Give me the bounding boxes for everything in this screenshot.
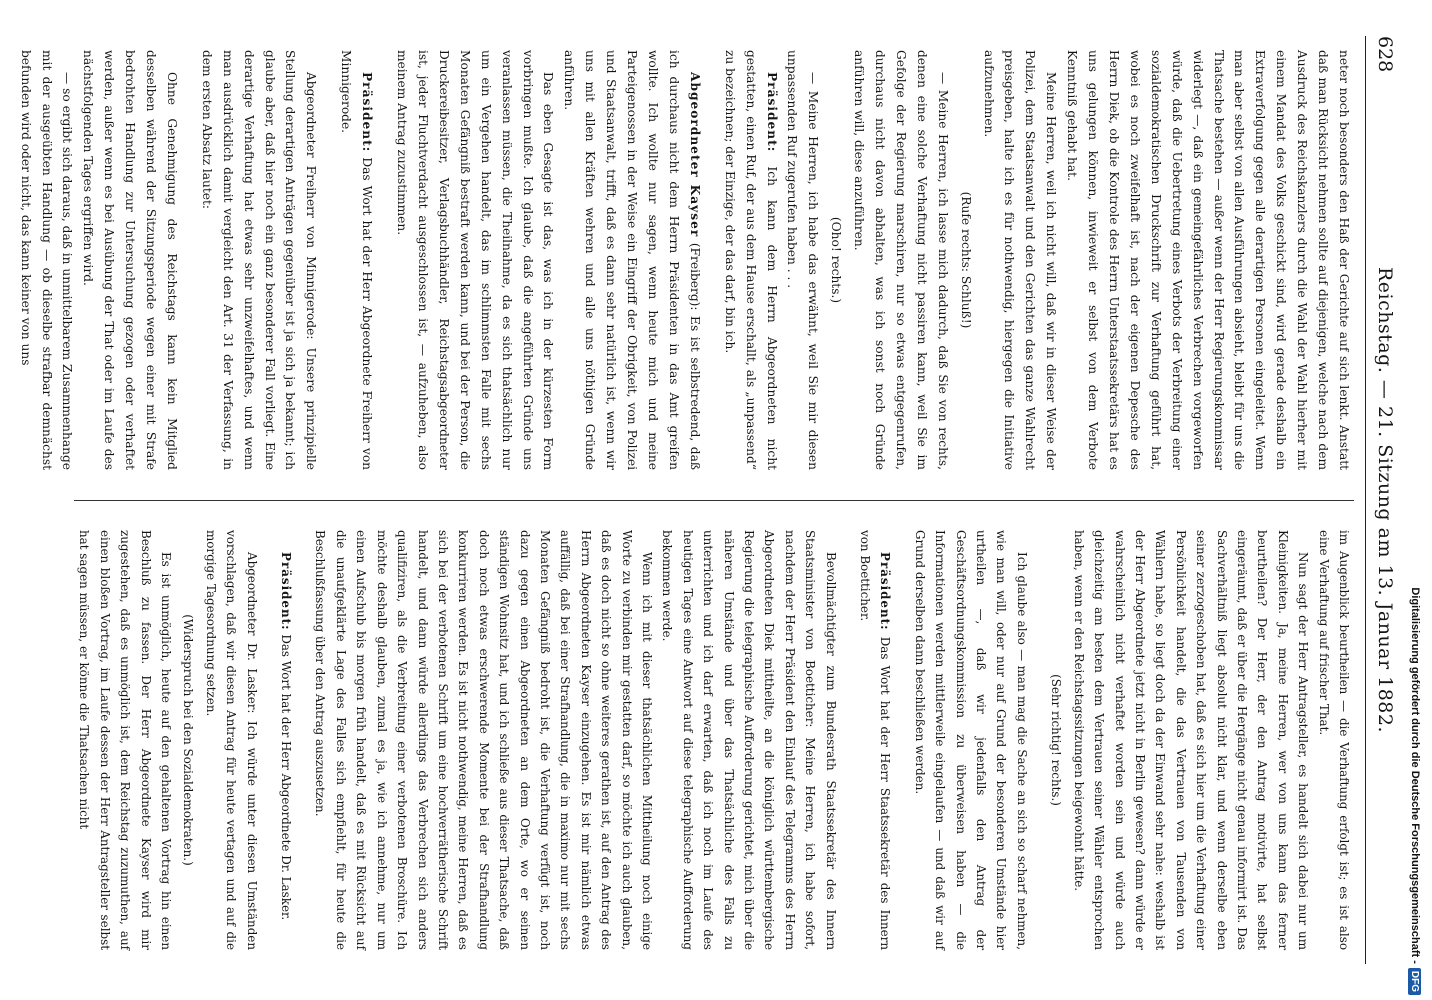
paragraph-text: (Oho! rechts.) [829, 216, 844, 304]
paragraph-text: Das eben Gesagte ist das, was ich in der kürzesten Form vorbringen mußte. Ich glaube, daß die angeführten Gründe uns veranlassen müssen, die Theilnahme, da es sich thatsächlich nur um ein Vergehen handelt, das im schlimmsten Falle mit sechs Monaten Gefängniß bestraft werden kann, und bei der Person, die Druckereibesitzer, Verlagsbuchhändler, Reichstagsabgeordneter ist, jeder Fluchtverdacht ausgeschlossen ist, — aufzuheben, also meinem Antrag zuzustimmen. [395, 50, 556, 470]
paragraph-text: Das Wort hat der Herr Abgeordnete Dr. Lasker. [279, 634, 294, 921]
paragraph-text: Ich glaube also — man mag die Sache an sich so scharf nehmen, wie man will, oder nur auf Grund der besonderen Umstände hier urtheilen —, daß wir jedenfalls den Antrag der Geschäftsordnungskommission zu überweisen haben — die Informationen werden mittlerweile eingelaufen — und daß wir auf Grund derselben dann beschließen werden. [912, 530, 1029, 950]
parenthetical-remark [955, 50, 976, 470]
speaker-name: Präsident: [878, 552, 893, 631]
paragraph [15, 50, 78, 470]
paragraph-text: Bevollmächtigter zum Bundesrath Staatssekretär des Innern Staatsminister von Boetticher: Meine Herren, ich habe sofort, nachdem der Herr Präsident den Einlauf des Telegramms des Herrn Abgeordneten Diek mittheilte, an die königlich württembergische Regierung die telegraphische Aufforderung gerichtet, mich über die näheren Umstände und über das Thatsächliche des Falls zu unterrichten und ich darf erwarten, daß ich noch im Laufe des heutigen Tages eine Antwort auf diese telegraphische Aufforderung bekommen werde. [660, 530, 838, 950]
speaker-name: Präsident: [360, 72, 375, 153]
paragraph-text: — so ergibt sich daraus, daß in unmittelbarem Zusammenhange mit der ausgeübten Handlung — ob dieselbe strafbar demnächst befunden wird oder nicht, das kann keiner von uns [18, 50, 75, 470]
paragraph [77, 50, 182, 470]
page-header [1370, 36, 1400, 964]
paragraph-text: Das Wort hat der Herr Staatssekretär des Innern von Boetticher. [858, 530, 893, 951]
paragraph [558, 50, 704, 470]
paragraph-text: Ich kann dem Herrn Abgeordneten nicht gestatten, einen Ruf, der aus dem Hause erschallt, als „unpassend“ zu bezeichnen; der Einzige, der das darf, bin ich. [722, 50, 779, 471]
paragraph [657, 530, 841, 950]
paragraph [909, 530, 1031, 950]
parenthetical-remark [825, 50, 846, 470]
digitization-note [1402, 10, 1428, 995]
paragraph [719, 50, 782, 470]
paragraph [391, 50, 558, 470]
paragraph-text: Ohne Genehmigung des Reichstags kann kein Mitglied desselben während der Sitzungsperiode wegen einer mit Strafe bedrohten Handlung zur Untersuchung gezogen oder verhaftet werden, außer wenn es bei Ausübung der That oder im Laufe des nächstfolgenden Tages ergriffen wird. [81, 50, 179, 470]
left-column [15, 50, 1354, 470]
paragraph [782, 50, 824, 470]
paragraph [848, 50, 953, 470]
paragraph-text: Abgeordneter Dr. Lasker: Ich würde unter diesen Umständen vorschlagen, daß wir diesen Antrag für heute vertagen und auf die morgige Tagesordnung setzen. [203, 530, 259, 950]
speaker-name: Präsident: [279, 552, 294, 631]
paragraph-text: Abgeordneter Freiherr von Minnigerode: Unsere prinzipielle Stellung derartigen Anträgen gegenüber ist ja sich ja bekannt; ich glaube aber, daß hier noch ein ganz besonderer Fall vorliegt. Eine derartige Verhaftung hat etwas sehr unzweifelhaftes, und wenn man ausdrücklich damit vergleicht den Art. 31 der Verfassung, in dem ersten Absatz lautet: [199, 50, 319, 470]
paragraph-text: neter noch besonders den Haß der Gerichte auf sich lenkt. Anstatt daß man Rücksicht nehmen sollte auf diejenigen, welche nach dem Ausdruck des Reichskanzlers durch die Wahl der Wahl hierher mit einem Mandat des Volks geschickt sind, wird gerade deshalb ein Extraverfolgung gegen alle derartigen Personen eingeleitet. Wenn man aber selbst von allen Ausführungen absieht, bleibt für uns die Thatsache bestehen — außer wenn der Herr Regierungskommissar widerlegt —, daß ein gemeingefährliches Verbrechen vorgeworfen würde, daß die Uebertretung eines Verbots der Verbreitung einer sozialdemokratischen Druckschrift zur Verhaftung geführt hat, wobei es noch zweifelhaft ist, nach der eigenen Depesche des Herrn Diek, ob die Kontrole des Herrn Unterstaatssekretärs hat es uns gelungen können, inwieweit er selbst von dem Verbote Kenntniß gehabt hat. [1065, 50, 1351, 470]
paragraph [855, 530, 896, 950]
paragraph-text: Wenn ich mit dieser thatsächlichen Mittheilung noch einige Worte zu verbinden mir gestatten darf, so möchte ich auch glauben, daß es doch nicht so ohne weiteres gerathen ist, auf den Antrag des Herrn Abgeordneten Kayser einzugehen. Es ist mir nämlich etwas auffällig, daß bei einer Strafhandlung, die in maximo nur mit sechs Monaten Gefängniß bedroht ist, die Verhaftung verfügt ist, noch dazu gegen einen Abgeordneten an dem Orte, wo er seinen ständigen Wohnsitz hat, und ich schließe aus dieser Thatsache, daß doch noch etwas erschwerende Momente bei der Strafhandlung konkurriren werden. Es ist nicht nothwendig, meine Herren, daß es sich bei der verbotenen Schrift um eine hochverrätherische Schrift handelt, und dann würde allerdings das Verbrechen sich anders qualifiziren, als die Verbreitung einer verbotenen Broschüre. Ich möchte deshalb glauben, zumal es ja, wie ich annehme, nur um einen Aufschub bis morgen früh handelt, daß es mit Rücksicht auf die unaufgeklärte Lage des Falles sich empfiehlt, für heute die Beschlußfassung über den Antrag auszusetzen. [313, 530, 654, 950]
paragraph [1068, 530, 1313, 950]
header-rule [1365, 36, 1366, 964]
paragraph-text: (Sehr richtig! rechts.) [1049, 674, 1064, 806]
paragraph [74, 530, 176, 950]
right-column [74, 530, 1354, 950]
paragraph-text: Es ist unmöglich, heute auf den gehaltenen Vortrag hin einen Beschluß zu fassen. Der Herr Abgeordnete Kayser wird mir zugestehen, daß es unmöglich ist, dem Reichstag zuzumuthen, auf einen bloßen Vortrag, im Laufe dessen der Herr Antragsteller selbst hat sagen müssen, er könne die Thatsachen nicht [77, 530, 174, 950]
paragraph [978, 50, 1062, 470]
column-divider [74, 500, 1354, 501]
paragraph [276, 530, 296, 950]
paragraph-text: — Meine Herren, ich lasse mich dadurch, daß Sie von rechts, denen eine solche Verhaftung nicht passiren kann, weil Sie im Gefolge der Regierung marschiren, nur so etwas entgegenrufen, durchaus nicht davon abhalten, was ich sonst noch Gründe anführen will, diese anzuführen. [852, 50, 950, 470]
paragraph [200, 530, 261, 950]
paragraph [1313, 530, 1354, 950]
digitization-note-text: Digitalisierung gefördert durch die Deutsche Forschungsgemeinschaft - [1409, 587, 1421, 964]
page-number: 628 [1374, 36, 1396, 73]
parenthetical-remark [1046, 530, 1066, 950]
dfg-logo: DFG [1409, 968, 1422, 995]
paragraph-text: Nun sagt der Herr Antragsteller, es handelt sich dabei nur um Kleinigkeiten. Ja, meine Herren, wer von uns kann das ferner beurtheilen? Der Herr, der den Antrag motivirte, hat selbst eingeräumt, daß er über die Hergänge nicht genau informirt ist. Das Sachverhältniß liegt absolut nicht klar, und wenn derselbe eben seiner zerzogeschoben hat, daß es sich hier um die Verhaftung einer Persönlichkeit handelt, die das Vertrauen von Tausenden von Wählern habe, so liegt doch da der Einwand sehr nahe: weshalb ist der Herr Abgeordnete jetzt nicht in Berlin gewesen? dann würde er wahrscheinlich nicht verhaftet worden sein und würde auch gleichzeitig am besten dem Vertrauen seiner Wähler entsprochen haben, wenn er den Reichstagssitzungen beigewohnt hätte. [1071, 530, 1311, 950]
paragraph-text: Meine Herren, weil ich nicht will, daß wir in dieser Weise der Polizei, dem Staatsanwalt und den Gerichten das ganze Wahlrecht preisgeben, halte ich es für nothwendig, hiergegen die Initiative aufzunehmen. [981, 50, 1059, 470]
page-title: Reichstag. — 21. Sitzung am 13. Januar 1882. [1374, 266, 1396, 734]
speaker-name: Präsident: [764, 72, 779, 153]
paragraph [1061, 50, 1354, 470]
parenthetical-remark [178, 530, 198, 950]
paragraph-text: (Freiberg): Es ist selbstredend, daß ich durchaus nicht dem Herrn Präsidenten in das Amt greifen wollte. Ich wollte nur sagen, wenn heute mich und meine Parteigenossen in der Weise ein Eingriff der Obrigkeit, von Polizei und Staatsanwalt, trifft, daß es dann sehr natürlich ist, wenn wir uns mit allen Kräften wehren und alle uns nöthigen Gründe anführen. [562, 50, 702, 471]
paragraph-text: (Rufe rechts: Schluß!) [958, 191, 973, 329]
paragraph-text: Das Wort hat der Herr Abgeordnete Freiherr von Minnigerode. [339, 50, 375, 471]
paragraph-text: (Widerspruch bei den Sozialdemokraten.) [181, 614, 196, 866]
paragraph [335, 50, 377, 470]
paragraph-text: im Augenblick beurtheilen — die Verhaftung erfolgt ist; es ist also eine Verhaftung auf frischer That. [1316, 530, 1351, 950]
paragraph [310, 530, 657, 950]
paragraph-text: — Meine Herren, ich habe das erwähnt, weil Sie mir diesen unpassenden Ruf zugerufen haben . . . [785, 50, 821, 470]
speaker-name: Abgeordneter Kayser [687, 72, 702, 238]
paragraph [196, 50, 321, 470]
